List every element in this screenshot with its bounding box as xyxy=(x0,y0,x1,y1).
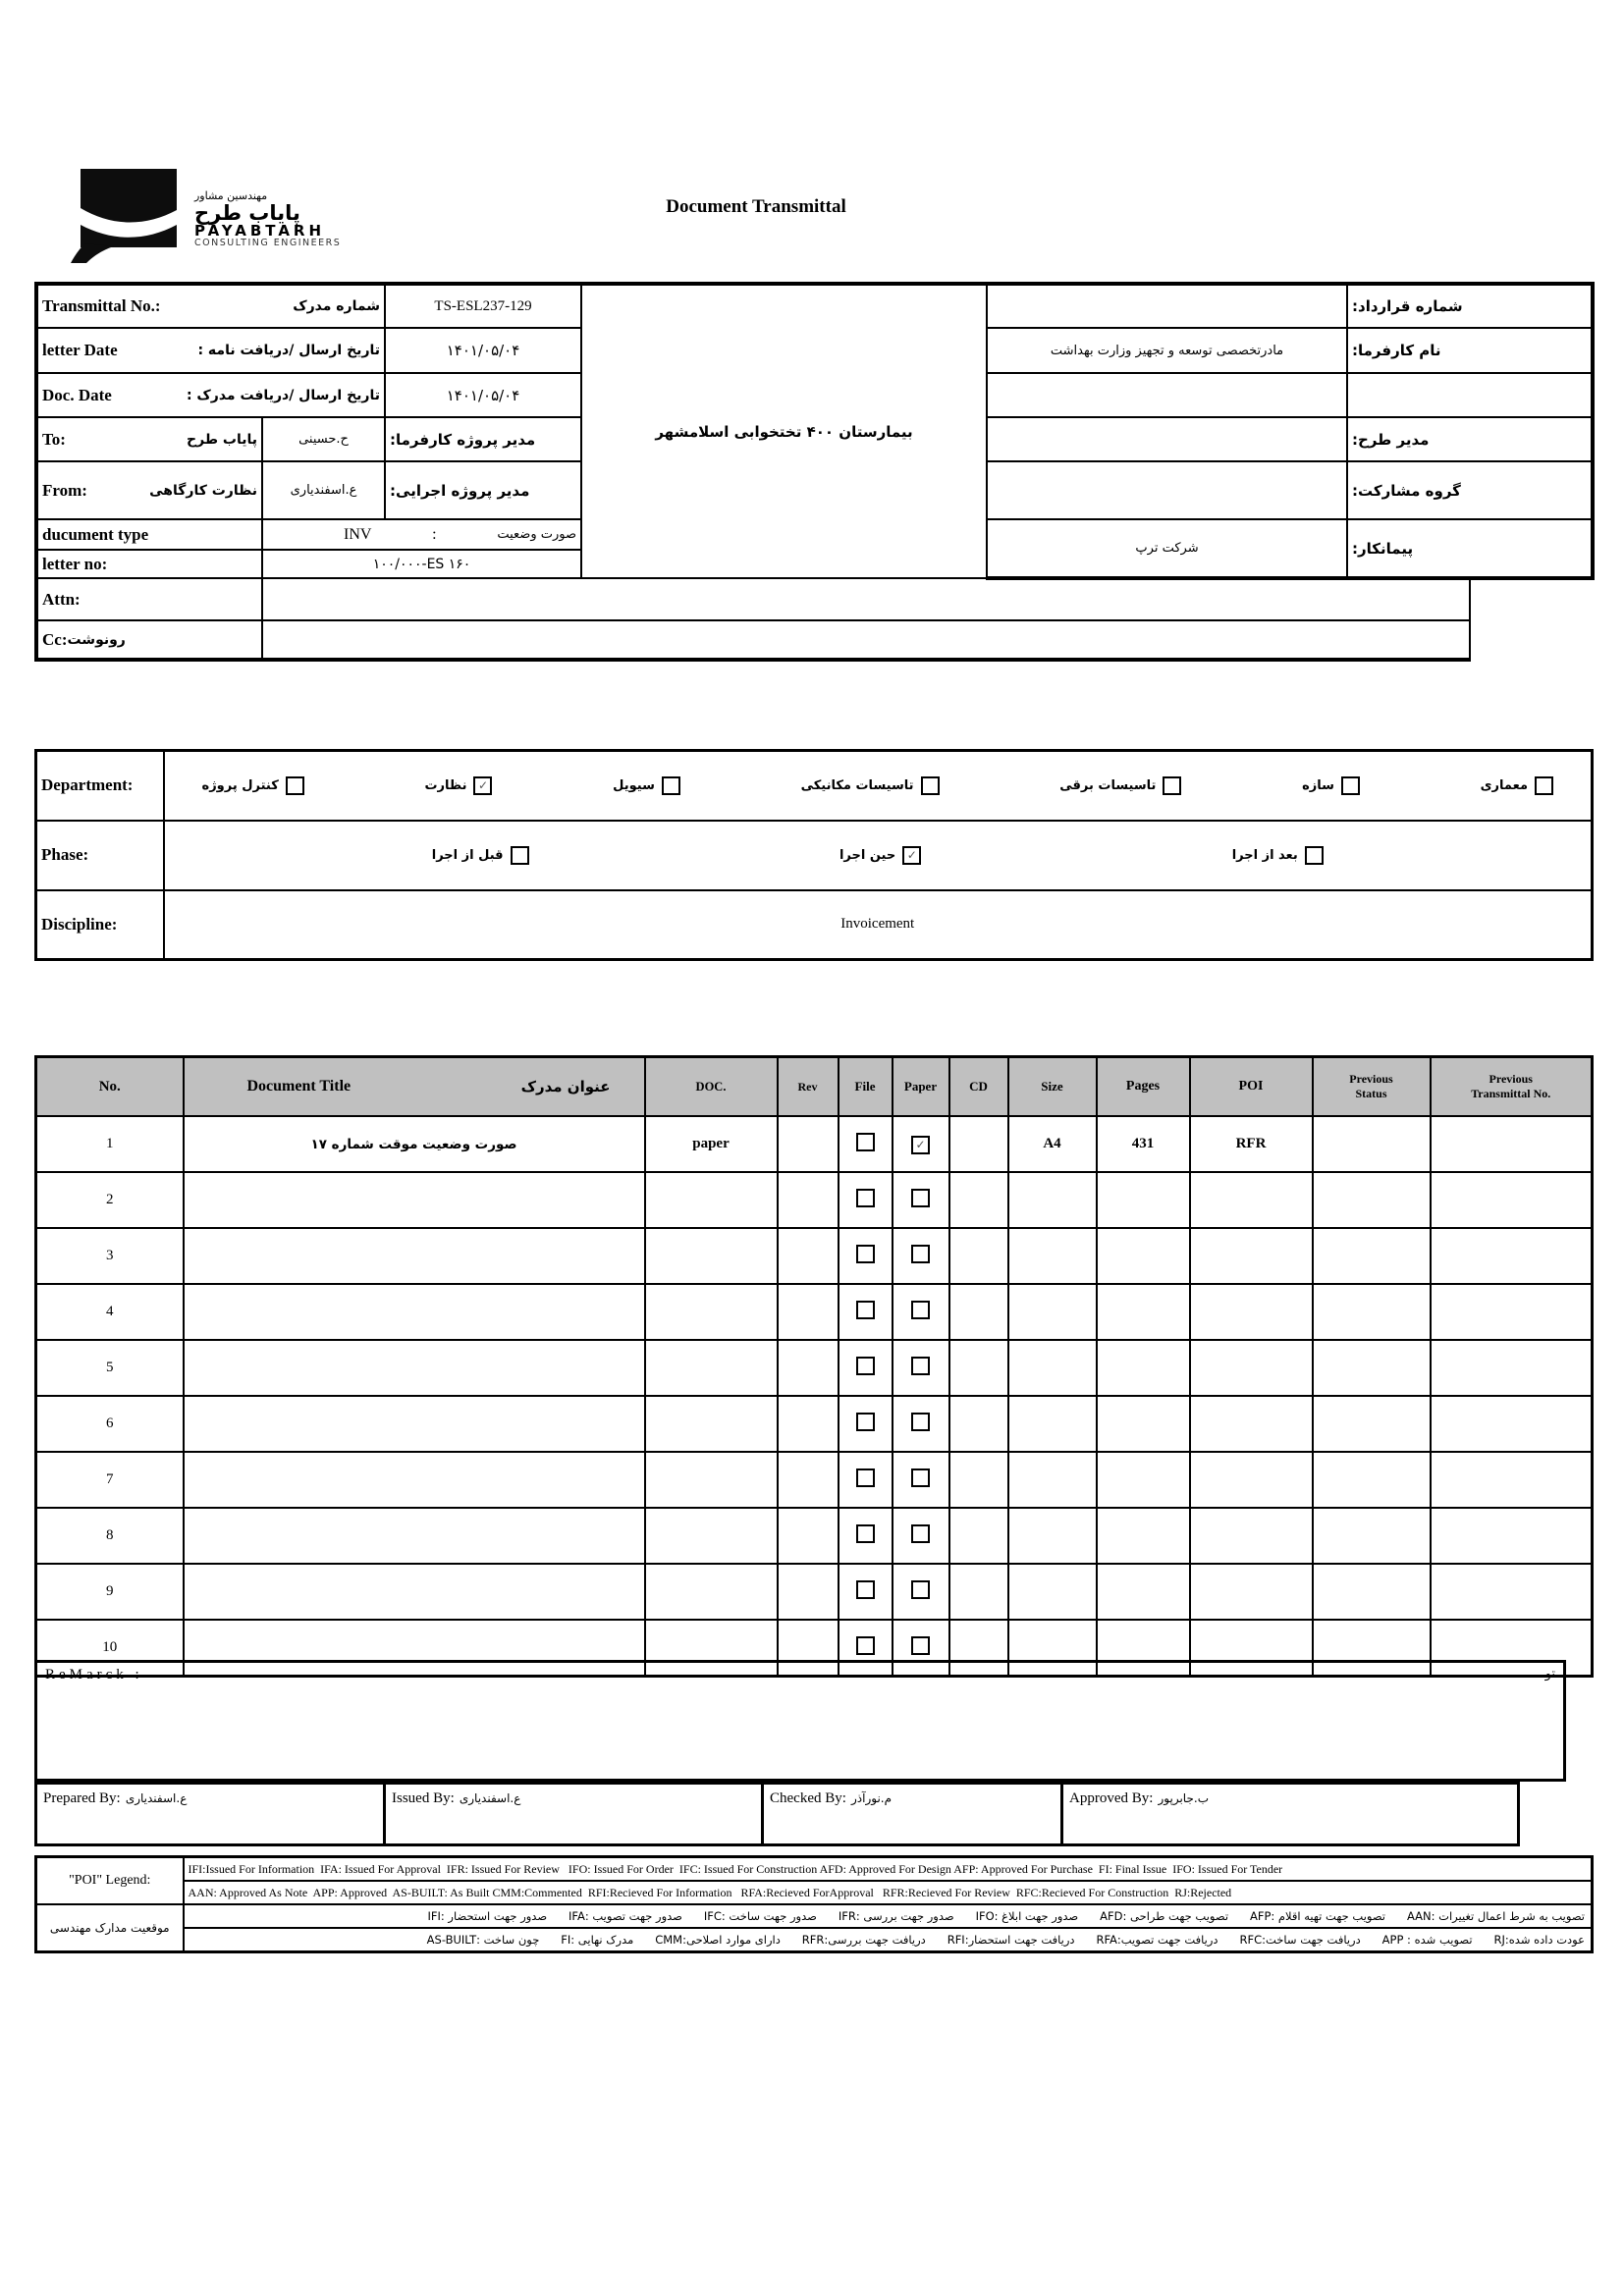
project-name: بیمارستان ۴۰۰ تختخوابی اسلامشهر xyxy=(581,284,987,578)
doc-prev-transmittal xyxy=(1431,1116,1593,1172)
checkbox xyxy=(286,776,304,795)
doc-size xyxy=(1008,1508,1097,1564)
file-checkbox xyxy=(856,1468,875,1487)
checkbox xyxy=(1341,776,1360,795)
paper-checkbox xyxy=(911,1468,930,1487)
doc-rev xyxy=(778,1508,839,1564)
cc-value xyxy=(262,620,1470,660)
document-row xyxy=(36,1172,1593,1228)
doc-poi: RFR xyxy=(1190,1116,1313,1172)
client-name-label: نام کارفرما: xyxy=(1347,328,1593,373)
remark-box xyxy=(34,1660,1566,1782)
cc-label: Cc: رونوشت xyxy=(36,620,262,660)
doc-file xyxy=(839,1228,893,1284)
file-checkbox xyxy=(856,1636,875,1655)
doc-rev xyxy=(778,1340,839,1396)
letter-no-label: letter no: xyxy=(36,550,262,578)
doc-no: 5 xyxy=(36,1340,184,1396)
checked-by-value: م.نورآذر xyxy=(851,1791,893,1805)
poi-legend-fa-line2: عودت داده شده:RJ تصویب شده : APP دریافت جهت ساخت:RFC دریافت جهت تصویب:RFA دریافت جهت استحضار:RFI دریافت جهت بررسی:RFR دارای موارد اصلاحی:CMM مدرک نهایی :FI چون ساخت :AS-BUILT xyxy=(184,1928,1593,1952)
doc-prev-transmittal xyxy=(1431,1396,1593,1452)
spacer xyxy=(1470,620,1593,660)
doc-title xyxy=(184,1172,645,1228)
doc-size xyxy=(1008,1284,1097,1340)
checkbox xyxy=(902,846,921,865)
doc-rev xyxy=(778,1452,839,1508)
checkbox xyxy=(1535,776,1553,795)
doc-pages xyxy=(1097,1452,1190,1508)
signature-strip xyxy=(34,1782,1520,1846)
doc-no: 7 xyxy=(36,1452,184,1508)
logo-name-fa: پایاب طرح xyxy=(194,200,300,225)
from-label: From: نظارت کارگاهی xyxy=(36,461,262,519)
file-checkbox xyxy=(856,1524,875,1543)
doc-prev-transmittal xyxy=(1431,1340,1593,1396)
empty-cell xyxy=(987,461,1347,519)
prepared-by-cell: Prepared By: ع.اسفندیاری xyxy=(34,1782,386,1846)
doc-prev-transmittal xyxy=(1431,1452,1593,1508)
col-header-poi: POI xyxy=(1190,1057,1313,1117)
doc-cd xyxy=(949,1116,1008,1172)
doc-prev-status xyxy=(1313,1284,1431,1340)
doc-rev xyxy=(778,1172,839,1228)
to-person: ح.حسینی xyxy=(262,417,385,461)
jv-group-label: گروه مشارکت: xyxy=(1347,461,1593,519)
document-row xyxy=(36,1228,1593,1284)
checkbox xyxy=(1305,846,1324,865)
doc-type xyxy=(645,1396,778,1452)
doc-rev xyxy=(778,1228,839,1284)
doc-file xyxy=(839,1172,893,1228)
doc-cd xyxy=(949,1396,1008,1452)
doc-file xyxy=(839,1116,893,1172)
doc-prev-status xyxy=(1313,1172,1431,1228)
doc-size xyxy=(1008,1172,1097,1228)
checkbox xyxy=(511,846,529,865)
doc-poi xyxy=(1190,1340,1313,1396)
doc-size xyxy=(1008,1228,1097,1284)
letter-date-label: letter Date تاریخ ارسال /دریافت نامه : xyxy=(36,328,385,373)
doc-poi xyxy=(1190,1228,1313,1284)
paper-checkbox xyxy=(911,1524,930,1543)
doc-prev-status xyxy=(1313,1228,1431,1284)
doc-date-label: Doc. Date تاریخ ارسال /دریافت مدرک : xyxy=(36,373,385,417)
file-checkbox xyxy=(856,1189,875,1207)
paper-checkbox xyxy=(911,1357,930,1375)
to-label: To: پایاب طرح xyxy=(36,417,262,461)
doc-cd xyxy=(949,1172,1008,1228)
doc-rev xyxy=(778,1396,839,1452)
page-title: Document Transmittal xyxy=(666,196,846,217)
doc-poi xyxy=(1190,1396,1313,1452)
doc-poi xyxy=(1190,1508,1313,1564)
logo-name-en: PAYABTARH xyxy=(194,221,326,240)
document-row xyxy=(36,1508,1593,1564)
phase-label: Phase: xyxy=(36,821,164,890)
department-option: تاسیسات برقی xyxy=(1059,776,1181,795)
doc-rev xyxy=(778,1116,839,1172)
doc-poi xyxy=(1190,1284,1313,1340)
paper-checkbox xyxy=(911,1636,930,1655)
payabtarh-logo-icon xyxy=(71,169,181,267)
doc-pages xyxy=(1097,1396,1190,1452)
doc-title: صورت وضعیت موقت شماره ۱۷ xyxy=(184,1116,645,1172)
paper-checkbox xyxy=(911,1580,930,1599)
doc-prev-transmittal xyxy=(1431,1508,1593,1564)
doc-paper xyxy=(893,1284,949,1340)
documents-table xyxy=(34,1055,1594,1678)
doc-type xyxy=(645,1284,778,1340)
doc-type xyxy=(645,1228,778,1284)
doc-title xyxy=(184,1508,645,1564)
doc-pages xyxy=(1097,1172,1190,1228)
doc-type xyxy=(645,1452,778,1508)
department-option: سیویل xyxy=(613,776,680,795)
col-header-prev-transmittal: Previous Transmittal No. xyxy=(1431,1057,1593,1117)
doc-prev-status xyxy=(1313,1396,1431,1452)
col-header-prev-status: Previous Status xyxy=(1313,1057,1431,1117)
poi-legend-fa-label: موقعیت مدارک مهندسی xyxy=(36,1904,184,1952)
doc-poi xyxy=(1190,1564,1313,1620)
col-header-cd: CD xyxy=(949,1057,1008,1117)
department-label: Department: xyxy=(36,751,164,821)
contractor-label: پیمانکار: xyxy=(1347,519,1593,578)
client-name-value: مادرتخصصی توسعه و تجهیز وزارت بهداشت xyxy=(987,328,1347,373)
doc-prev-transmittal xyxy=(1431,1284,1593,1340)
remark-label: ReMarck : xyxy=(45,1667,143,1682)
transmittal-info-table xyxy=(34,282,1595,662)
department-option: سازه xyxy=(1302,776,1360,795)
to-role: مدیر پروژه کارفرما: xyxy=(385,417,581,461)
from-person: ع.اسفندیاری xyxy=(262,461,385,519)
doc-pages xyxy=(1097,1228,1190,1284)
document-type-value: INV : صورت وضعیت xyxy=(262,519,581,550)
paper-checkbox xyxy=(911,1245,930,1263)
doc-paper xyxy=(893,1396,949,1452)
issued-by-cell: Issued By: ع.اسفندیاری xyxy=(383,1782,764,1846)
document-row xyxy=(36,1284,1593,1340)
approved-by-cell: Approved By: ب.جابرپور xyxy=(1060,1782,1520,1846)
document-row xyxy=(36,1452,1593,1508)
doc-file xyxy=(839,1564,893,1620)
doc-cd xyxy=(949,1452,1008,1508)
col-header-size: Size xyxy=(1008,1057,1097,1117)
doc-paper xyxy=(893,1172,949,1228)
doc-size xyxy=(1008,1452,1097,1508)
col-header-file: File xyxy=(839,1057,893,1117)
prepared-by-value: ع.اسفندیاری xyxy=(125,1791,188,1805)
doc-title xyxy=(184,1228,645,1284)
col-header-rev: Rev xyxy=(778,1057,839,1117)
doc-rev xyxy=(778,1284,839,1340)
doc-type xyxy=(645,1564,778,1620)
checkbox xyxy=(662,776,680,795)
department-options xyxy=(164,751,1593,821)
checkbox xyxy=(1163,776,1181,795)
doc-prev-transmittal xyxy=(1431,1564,1593,1620)
doc-no: 6 xyxy=(36,1396,184,1452)
doc-file xyxy=(839,1508,893,1564)
discipline-label: Discipline: xyxy=(36,890,164,960)
doc-size xyxy=(1008,1396,1097,1452)
spacer xyxy=(1470,578,1593,620)
letter-date-value: ۱۴۰۱/۰۵/۰۴ xyxy=(385,328,581,373)
empty-cell xyxy=(987,373,1347,417)
doc-file xyxy=(839,1284,893,1340)
design-manager-label: مدیر طرح: xyxy=(1347,417,1593,461)
letterhead xyxy=(71,169,341,267)
doc-no: 8 xyxy=(36,1508,184,1564)
doc-prev-status xyxy=(1313,1564,1431,1620)
transmittal-no-value: TS-ESL237-129 xyxy=(385,284,581,328)
paper-checkbox xyxy=(911,1136,930,1154)
file-checkbox xyxy=(856,1357,875,1375)
logo-tagline-fa: مهندسین مشاور xyxy=(194,189,268,202)
doc-type xyxy=(645,1172,778,1228)
file-checkbox xyxy=(856,1580,875,1599)
contractor-value: شرکت ترپ xyxy=(987,519,1347,578)
doc-pages: 431 xyxy=(1097,1116,1190,1172)
paper-checkbox xyxy=(911,1413,930,1431)
doc-type: paper xyxy=(645,1116,778,1172)
doc-paper xyxy=(893,1116,949,1172)
poi-legend-en-line2: AAN: Approved As Note APP: Approved AS-BUILT: As Built CMM:Commented RFI:Recieved For Information RFA:Recieved ForApproval RFR:Recieved For Review RFC:Recieved For Construction RJ:Rejected xyxy=(184,1881,1593,1904)
col-header-no: No. xyxy=(36,1057,184,1117)
phase-option: ✓ حین اجرا xyxy=(839,846,921,865)
doc-prev-status xyxy=(1313,1116,1431,1172)
phase-option: قبل از اجرا xyxy=(432,846,529,865)
doc-pages xyxy=(1097,1284,1190,1340)
doc-paper xyxy=(893,1340,949,1396)
approved-by-value: ب.جابرپور xyxy=(1158,1791,1209,1805)
poi-legend-label: "POI" Legend: xyxy=(36,1857,184,1905)
transmittal-no-label: Transmittal No.: شماره مدرک xyxy=(36,284,385,328)
doc-prev-transmittal xyxy=(1431,1228,1593,1284)
doc-no: 1 xyxy=(36,1116,184,1172)
col-header-doc: DOC. xyxy=(645,1057,778,1117)
file-checkbox xyxy=(856,1413,875,1431)
doc-no: 9 xyxy=(36,1564,184,1620)
file-checkbox xyxy=(856,1245,875,1263)
paper-checkbox xyxy=(911,1301,930,1319)
file-checkbox xyxy=(856,1301,875,1319)
document-type-label: ducument type xyxy=(36,519,262,550)
letter-no-value: ۱۰۰/۰۰۰-ES ۱۶۰ xyxy=(262,550,581,578)
doc-rev xyxy=(778,1564,839,1620)
doc-file xyxy=(839,1340,893,1396)
department-option: ✓ نظارت xyxy=(424,776,492,795)
checked-by-cell: Checked By: م.نورآذر xyxy=(761,1782,1063,1846)
doc-pages xyxy=(1097,1340,1190,1396)
doc-file xyxy=(839,1452,893,1508)
doc-prev-status xyxy=(1313,1340,1431,1396)
doc-no: 3 xyxy=(36,1228,184,1284)
poi-legend-table xyxy=(34,1855,1594,1953)
logo-subtitle: CONSULTING ENGINEERS xyxy=(194,238,342,249)
doc-type xyxy=(645,1340,778,1396)
doc-paper xyxy=(893,1508,949,1564)
doc-prev-status xyxy=(1313,1452,1431,1508)
doc-file xyxy=(839,1396,893,1452)
poi-legend-fa-line1: تصویب به شرط اعمال تغییرات :AAN تصویب جهت تهیه اقلام :AFP تصویب جهت طراحی :AFD صدور جهت ابلاغ :IFO صدور جهت بررسی :IFR صدور جهت ساخت :IFC صدور جهت تصویب :IFA صدور جهت استحضار :IFI xyxy=(184,1904,1593,1928)
remark-corner-note: تو xyxy=(1544,1667,1555,1682)
doc-size xyxy=(1008,1340,1097,1396)
from-role: مدیر پروژه اجرایی: xyxy=(385,461,581,519)
department-option: معماری xyxy=(1481,776,1553,795)
issued-by-value: ع.اسفندیاری xyxy=(459,1791,521,1805)
contract-no-value xyxy=(987,284,1347,328)
classification-table xyxy=(34,749,1594,961)
doc-cd xyxy=(949,1508,1008,1564)
doc-cd xyxy=(949,1340,1008,1396)
department-option: کنترل پروژه xyxy=(202,776,304,795)
doc-prev-transmittal xyxy=(1431,1172,1593,1228)
empty-cell xyxy=(987,417,1347,461)
doc-size: A4 xyxy=(1008,1116,1097,1172)
doc-poi xyxy=(1190,1172,1313,1228)
col-header-title: Document Title عنوان مدرک xyxy=(184,1057,645,1117)
document-row xyxy=(36,1396,1593,1452)
checkbox xyxy=(921,776,940,795)
doc-title xyxy=(184,1396,645,1452)
doc-title xyxy=(184,1452,645,1508)
document-row xyxy=(36,1564,1593,1620)
doc-date-value: ۱۴۰۱/۰۵/۰۴ xyxy=(385,373,581,417)
doc-no: 4 xyxy=(36,1284,184,1340)
doc-pages xyxy=(1097,1564,1190,1620)
doc-cd xyxy=(949,1284,1008,1340)
doc-paper xyxy=(893,1452,949,1508)
doc-no: 10 xyxy=(36,1620,184,1677)
doc-cd xyxy=(949,1228,1008,1284)
department-option: تاسیسات مکانیکی xyxy=(801,776,940,795)
col-header-paper: Paper xyxy=(893,1057,949,1117)
poi-legend-en-line1: IFI:Issued For Information IFA: Issued For Approval IFR: Issued For Review IFO: Issued For Order IFC: Issued For Construction AFD: Approved For Design AFP: Approved For Purchase FI: Final Issue IFO: Issued For Tender xyxy=(184,1857,1593,1882)
attn-value xyxy=(262,578,1470,620)
doc-title xyxy=(184,1340,645,1396)
document-row xyxy=(36,1340,1593,1396)
doc-cd xyxy=(949,1564,1008,1620)
doc-pages xyxy=(1097,1508,1190,1564)
empty-label xyxy=(1347,373,1593,417)
doc-title xyxy=(184,1564,645,1620)
doc-title xyxy=(184,1284,645,1340)
doc-paper xyxy=(893,1564,949,1620)
discipline-value: Invoicement xyxy=(164,890,1593,960)
doc-prev-status xyxy=(1313,1508,1431,1564)
phase-options xyxy=(164,821,1593,890)
doc-no: 2 xyxy=(36,1172,184,1228)
col-header-pages: Pages xyxy=(1097,1057,1190,1117)
contract-no-label: شماره قرارداد: xyxy=(1347,284,1593,328)
doc-type xyxy=(645,1508,778,1564)
attn-label: Attn: xyxy=(36,578,262,620)
doc-size xyxy=(1008,1564,1097,1620)
file-checkbox xyxy=(856,1133,875,1151)
document-row xyxy=(36,1116,1593,1172)
checkbox xyxy=(473,776,492,795)
phase-option: بعد از اجرا xyxy=(1232,846,1324,865)
doc-paper xyxy=(893,1228,949,1284)
doc-poi xyxy=(1190,1452,1313,1508)
paper-checkbox xyxy=(911,1189,930,1207)
